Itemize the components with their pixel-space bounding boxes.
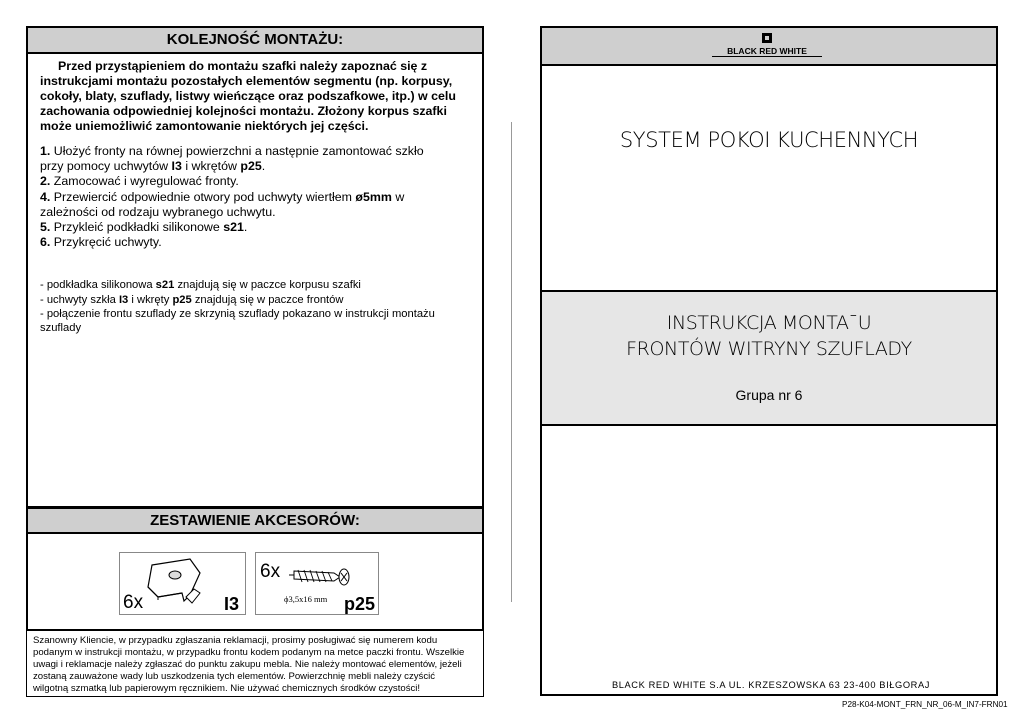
step-line: 5. Przykleić podkładki silikonowe s21. <box>40 220 248 234</box>
fold-line <box>511 122 512 602</box>
intro-line: Przed przystąpieniem do montażu szafki należy zapoznać się z <box>58 59 428 73</box>
order-title-bar <box>28 28 482 54</box>
logo-icon <box>762 33 772 43</box>
notice-line: zostaną zauważone wady lub uszkodzenia tych elementów. Powierzchnię mebli należy czyścić <box>33 670 436 682</box>
accessory-i3 <box>119 552 246 615</box>
accessories-title: ZESTAWIENIE AKCESORÓW: <box>150 512 360 529</box>
step-line: 4. Przewiercić odpowiednie otwory pod uchwyty wiertłem ø5mm w <box>40 190 405 204</box>
notice-text <box>33 635 473 695</box>
document-code: P28-K04-MONT_FRN_NR_06-M_IN7-FRN01 <box>842 700 1008 709</box>
notice-line: uwagi i reklamacje należy zgłaszać do punktu zakupu mebla. Nie należy montować elementów, jeżeli <box>33 658 462 670</box>
logo-bar <box>542 28 996 66</box>
accessory-size: ϕ3,5x16 mm <box>284 594 328 604</box>
notice-line: wilgotną szmatką lub papierowym ręcznikiem. Nie używać chemicznych środków czystości! <box>33 682 421 694</box>
step-line: 1. Ułożyć fronty na równej powierzchni a następnie zamontować szkło <box>40 144 424 158</box>
note-line: - połączenie frontu szuflady ze skrzynią szuflady pokazano w instrukcji montażu <box>40 308 435 320</box>
accessory-quantity: 6x <box>123 592 144 613</box>
note-line: - uchwyty szkła I3 i wkręty p25 znajdują się w paczce frontów <box>40 294 344 306</box>
step-line: przy pomocy uchwytów I3 i wkrętów p25. <box>40 159 266 173</box>
step-line: 2. Zamocować i wyregulować fronty. <box>40 174 239 188</box>
cover-page <box>540 26 998 696</box>
customer-notice <box>26 630 484 697</box>
instruction-title: INSTRUKCJA MONTA¯U <box>666 312 872 334</box>
intro-line: cokoły, blaty, szuflady, listwy wieńczące oraz podszafkowe, itp.) w celu <box>40 89 456 103</box>
step-line: 6. Przykręcić uchwyty. <box>40 235 162 249</box>
fronts-title: FRONTÓW WITRYNY SZUFLADY <box>626 338 912 360</box>
order-title: KOLEJNOŚĆ MONTAŻU: <box>166 31 344 48</box>
accessory-code: p25 <box>344 594 376 614</box>
title-section <box>542 290 996 426</box>
accessory-p25 <box>255 552 379 615</box>
intro-line: zachowania odpowiedniej kolejności montażu. Złożony korpus szafki <box>40 104 447 118</box>
notice-line: podanym w instrukcji montażu, w przypadku frontu kodem podanym na metce paczki frontu. Wszelkie <box>33 646 465 658</box>
accessories-title-bar <box>28 509 482 534</box>
intro-line: może uniemożliwić zamontowanie niektórych jej części. <box>40 119 369 133</box>
note-line: szuflady <box>40 322 82 334</box>
company-address: BLACK RED WHITE S.A UL. KRZESZOWSKA 63 23-400 BIŁGORAJ <box>611 680 931 690</box>
group-label: Grupa nr 6 <box>735 387 803 403</box>
step-line: zależności od rodzaju wybranego uchwytu. <box>40 205 276 219</box>
logo-text: BLACK RED WHITE <box>712 46 822 57</box>
system-title: SYSTEM POKOI KUCHENNYCH <box>619 128 919 152</box>
note-line: - podkładka silikonowa s21 znajdują się w paczce korpusu szafki <box>40 279 361 291</box>
accessory-code: I3 <box>224 594 240 614</box>
accessory-quantity: 6x <box>260 561 281 582</box>
notice-line: Szanowny Kliencie, w przypadku zgłaszania reklamacji, prosimy posługiwać się numerem kodu <box>33 635 438 646</box>
intro-line: instrukcjami montażu pozostałych elementów segmentu (np. korpusy, <box>40 74 453 88</box>
